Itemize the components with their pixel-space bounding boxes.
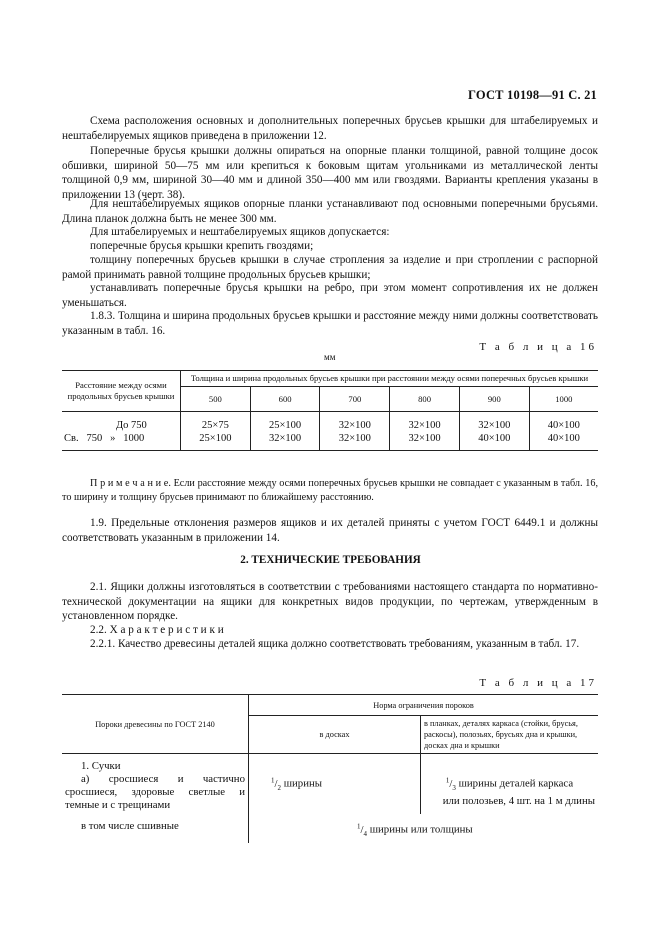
paragraph: толщину поперечных брусьев крышки в случае стропления за изделие и при строплении с распорной рамой принимать равной толщине продольных брусьев крышки; — [62, 254, 598, 281]
table-cell: 32×100 — [390, 412, 460, 433]
table-cell: 32×100 — [320, 412, 390, 433]
row-label: Св. 750 » 1000 — [62, 433, 181, 451]
table-cell: 32×100 — [320, 433, 390, 451]
table-cell: 40×100 — [529, 433, 598, 451]
fraction: $^1/_4$ — [357, 822, 367, 838]
cell-text: ширины или толщины — [369, 823, 473, 836]
col-header: 600 — [250, 387, 320, 412]
table-cell: 32×100 — [390, 433, 460, 451]
table-cell: 40×100 — [459, 433, 529, 451]
table-17 — [62, 694, 598, 843]
paragraph: 2.2. Х а р а к т е р и с т и к и — [90, 624, 224, 636]
paragraph: Схема расположения основных и дополнительных поперечных брусьев крышки для штабелируемых и нештабелируемых ящиков приведена в приложении 12. — [62, 115, 598, 142]
table-cell: 40×100 — [529, 412, 598, 433]
table-caption: Т а б л и ц а 17 — [479, 677, 597, 689]
table-cell: 32×100 — [250, 433, 320, 451]
table-cell — [249, 754, 421, 815]
header-cell: в планках, деталях каркаса (стойки, брусья, раскосы), полозьях, брусьях дна и крышки, досках дна и крышки — [421, 716, 599, 754]
col-header: 800 — [390, 387, 460, 412]
fraction: $^1/_2$ — [271, 776, 281, 792]
table-caption: Т а б л и ц а 16 — [479, 341, 597, 353]
paragraph: 2.2.1. Качество древесины деталей ящика должно соответствовать требованиям, указанным в табл. 17. — [90, 638, 580, 650]
header-cell: Пороки древесины по ГОСТ 2140 — [62, 695, 249, 754]
fraction: $^1/_3$ — [445, 776, 456, 792]
paragraph: 2.1. Ящики должны изготовляться в соответствии с требованиями настоящего стандарта по нормативно-технической документации на ящики для конкретных видов продукции, по чертежам, утвержденным в установленном порядке. — [62, 581, 598, 623]
paragraph: 1.8.3. Толщина и ширина продольных брусьев крышки и расстояние между ними должны соответствовать указанным в табл. 16. — [62, 310, 598, 337]
col-header: 700 — [320, 387, 390, 412]
header-cell: Норма ограничения пороков — [249, 695, 599, 716]
cell-text: ширины — [283, 777, 323, 790]
header-cell: в досках — [249, 716, 421, 754]
table-cell: 25×100 — [181, 433, 251, 451]
table-cell — [421, 754, 599, 815]
table-cell: 32×100 — [459, 412, 529, 433]
cell-text: или полозьев, 4 шт. на 1 м длины — [442, 794, 595, 807]
table-cell — [62, 754, 249, 815]
row-text: а) сросшиеся и частично сросшиеся, здоровые светлые и темные и с трещинами — [65, 773, 245, 811]
cell-text: ширины деталей каркаса — [458, 777, 574, 790]
paragraph: устанавливать поперечные брусья крышки на ребро, при этом момент сопротивления их не должен уменьшаться. — [62, 282, 598, 309]
table-unit: мм — [324, 352, 336, 362]
page-header: ГОСТ 10198—91 С. 21 — [468, 88, 597, 102]
paragraph: поперечные брусья крышки крепить гвоздями; — [90, 240, 314, 252]
cell-line — [424, 774, 595, 795]
table-cell: 25×100 — [250, 412, 320, 433]
table-cell — [249, 814, 599, 843]
header-cell: Толщина и ширина продольных брусьев крышки при расстоянии между осями поперечных брусьев крышки — [181, 371, 599, 387]
paragraph: Для нештабелируемых ящиков опорные планки устанавливают под основными поперечными брусьями. Длина планок должна быть не менее 300 мм. — [62, 198, 598, 225]
paragraph: Для штабелируемых и нештабелируемых ящиков допускается: — [90, 226, 390, 238]
paragraph: 1.9. Предельные отклонения размеров ящиков и их деталей приняты с учетом ГОСТ 6449.1 и должны соответствовать указанным в приложении 14. — [62, 517, 598, 544]
table-cell: 25×75 — [181, 412, 251, 433]
paragraph: Поперечные брусья крышки должны опираться на опорные планки толщиной, равной толщине досок обшивки, шириной 50—75 мм или крепиться к боковым щитам угольниками из металлической ленты толщиной 0,9 мм, шириной 30—40 мм и длиной 350—400 мм или гвоздями. Варианты крепления указаны в приложении 13 (черт. 38). — [62, 145, 598, 201]
table-note: П р и м е ч а н и е. Если расстояние между осями поперечных брусьев крышки не совпадает с указанным в табл. 16, то ширину и толщину брусьев принимают по ближайшему расстоянию. — [62, 478, 598, 503]
table-cell: в том числе сшивные — [81, 820, 179, 832]
col-header: 900 — [459, 387, 529, 412]
header-cell: Расстояние между осями продольных брусьев крышки — [62, 371, 181, 412]
table-16 — [62, 370, 598, 451]
row-title: 1. Сучки — [81, 760, 121, 772]
section-heading: 2. ТЕХНИЧЕСКИЕ ТРЕБОВАНИЯ — [240, 554, 421, 566]
col-header: 1000 — [529, 387, 598, 412]
col-header: 500 — [181, 387, 251, 412]
row-label: До 750 — [116, 420, 147, 431]
